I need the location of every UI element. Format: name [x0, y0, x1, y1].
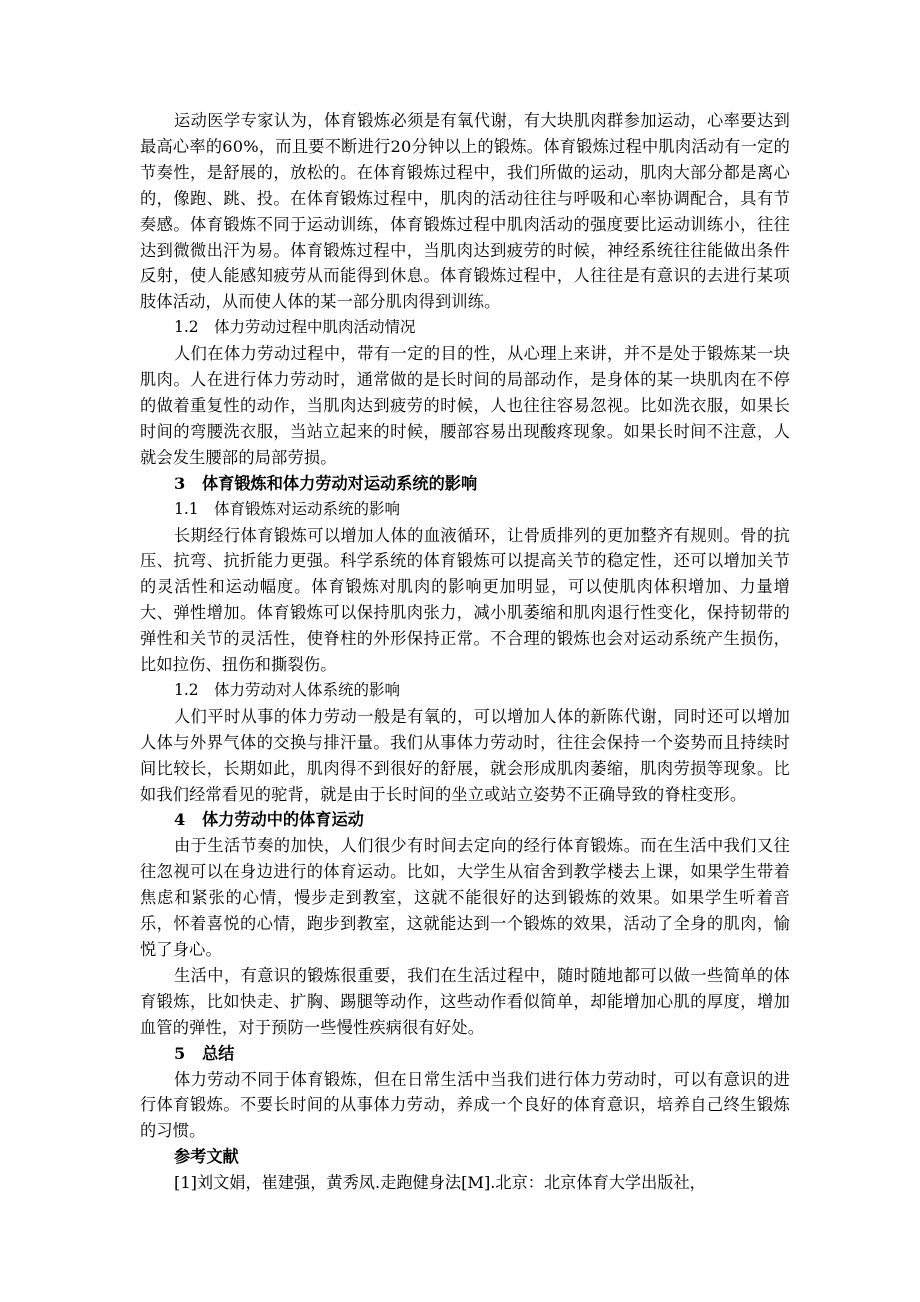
section-number: 1.1: [174, 499, 199, 518]
section-heading-3: [140, 471, 790, 497]
section-title: 体力劳动中的体育运动: [202, 810, 364, 830]
section-heading-1-2-labor-muscle: [140, 315, 790, 341]
section-title: 体育锻炼和体力劳动对运动系统的影响: [202, 473, 478, 493]
section-number: 4: [174, 810, 186, 830]
references-title: 参考文献: [174, 1147, 239, 1167]
document-page: [140, 108, 790, 1196]
section-number: 1.2: [174, 318, 199, 337]
section-title: 体力劳动过程中肌肉活动情况: [214, 318, 416, 337]
paragraph-aerobic-exercise: 运动医学专家认为，体育锻炼必须是有氧代谢，有大块肌肉群参加运动，心率要达到最高心率的60%，而且要不断进行20分钟以上的锻炼。体育锻炼过程中肌肉活动有一定的节奏性，是舒展的，放松的。在体育锻炼过程中，我们所做的运动，肌肉大部分都是离心的，像跑、跳、投。在体育锻炼过程中，肌肉的活动往往与呼吸和心率协调配合，具有节奏感。体育锻炼不同于运动训练，体育锻炼过程中肌肉活动的强度要比运动训练小，往往达到微微出汗为易。体育锻炼过程中，当肌肉达到疲劳的时候，神经系统往往能做出条件反射，使人能感知疲劳从而能得到休息。体育锻炼过程中，人往往是有意识的去进行某项肢体活动，从而使人体的某一部分肌肉得到训练。: [140, 111, 790, 312]
reference-item-1: [1]刘文娟，崔建强，黄秀凤.走跑健身法[M].北京：北京体育大学出版社，: [174, 1173, 706, 1193]
section-heading-5: [140, 1041, 790, 1067]
paragraph-labor-body: 人们平时从事的体力劳动一般是有氧的，可以增加人体的新陈代谢，同时还可以增加人体与外界气体的交换与排汗量。我们从事体力劳动时，往往会保持一个姿势而且持续时间比较长，长期如此，肌肉得不到很好的舒展，就会形成肌肉萎缩，肌肉劳损等现象。比如我们经常看见的驼背，就是由于长时间的坐立或站立姿势不正确导致的脊柱变形。: [140, 706, 790, 804]
section-title: 体力劳动对人体系统的影响: [214, 680, 401, 699]
section-heading-1-1-exercise-motor: [140, 497, 790, 523]
section-title: 总结: [202, 1043, 235, 1063]
paragraph-conscious-exercise: 生活中，有意识的锻炼很重要，我们在生活过程中，随时随地都可以做一些简单的体育锻炼，比如快走、扩胸、踢腿等动作，这些动作看似简单，却能增加心肌的厚度，增加血管的弹性，对于预防一些慢性疾病很有好处。: [140, 965, 790, 1037]
section-number: 3: [174, 473, 186, 493]
paragraph-summary: 体力劳动不同于体育锻炼，但在日常生活中当我们进行体力劳动时，可以有意识的进行体育锻炼。不要长时间的从事体力劳动，养成一个良好的体育意识，培养自己终生锻炼的习惯。: [140, 1069, 790, 1141]
section-number: 1.2: [174, 680, 199, 699]
section-number: 5: [174, 1043, 186, 1063]
section-title: 体育锻炼对运动系统的影响: [214, 499, 401, 518]
section-heading-4: [140, 807, 790, 833]
paragraph-daily-exercise: 由于生活节奏的加快，人们很少有时间去定向的经行体育锻炼。而在生活中我们又往往忽视可以在身边进行的体育运动。比如，大学生从宿舍到教学楼去上课，如果学生带着焦虑和紧张的心情，慢步走到教室，这就不能很好的达到锻炼的效果。如果学生听着音乐，怀着喜悦的心情，跑步到教室，这就能达到一个锻炼的效果，活动了全身的肌肉，愉悦了身心。: [140, 836, 790, 959]
section-heading-1-2-labor-body: [140, 678, 790, 704]
paragraph-labor-muscle: 人们在体力劳动过程中，带有一定的目的性，从心理上来讲，并不是处于锻炼某一块肌肉。人在进行体力劳动时，通常做的是长时间的局部动作，是身体的某一块肌肉在不停的做着重复性的动作，当肌肉达到疲劳的时候，人也往往容易忽视。比如洗衣服，如果长时间的弯腰洗衣服，当站立起来的时候，腰部容易出现酸疼现象。如果长时间不注意，人就会发生腰部的局部劳损。: [140, 344, 790, 467]
paragraph-exercise-motor: 长期经行体育锻炼可以增加人体的血液循环，让骨质排列的更加整齐有规则。骨的抗压、抗弯、抗折能力更强。科学系统的体育锻炼可以提高关节的稳定性，还可以增加关节的灵活性和运动幅度。体育锻炼对肌肉的影响更加明显，可以使肌肉体积增加、力量增大、弹性增加。体育锻炼可以保持肌肉张力，减小肌萎缩和肌肉退行性变化，保持韧带的弹性和关节的灵活性，使脊柱的外形保持正常。不合理的锻炼也会对运动系统产生损伤，比如拉伤、扭伤和撕裂伤。: [140, 525, 790, 675]
